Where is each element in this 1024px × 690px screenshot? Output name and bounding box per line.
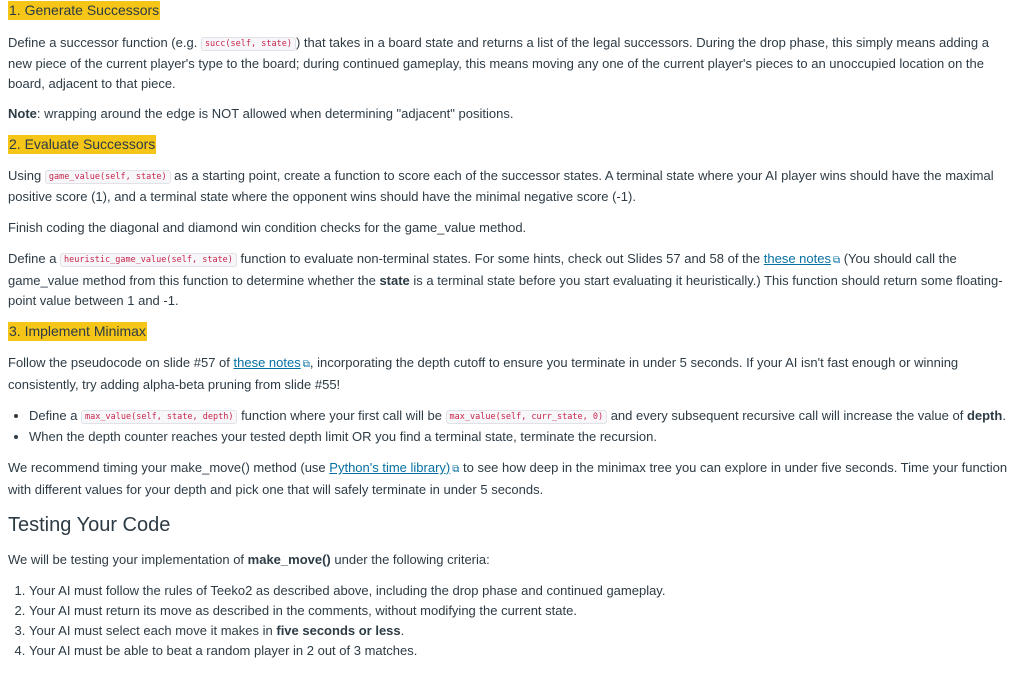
section-3-heading: 3. Implement Minimax — [9, 323, 146, 339]
section-1-note: Note: wrapping around the edge is NOT allowed when determining "adjacent" positions. — [8, 106, 514, 121]
external-link-icon: ⧉ — [452, 464, 460, 475]
external-link-icon: ⧉ — [302, 359, 310, 370]
list-item: 4. Your AI must be able to beat a random player in 2 out of 3 matches. — [29, 641, 1016, 661]
section-1-paragraph: Define a successor function (e.g. succ(self, state) ) that takes in a board state and returns a list of the legal successors. During the drop phase, this simply means adding a new piece of the current player's type to the board; during continued gameplay, this means moving any one of the current player's pieces to an unoccupied location on the board, adjacent to that piece. — [8, 35, 989, 91]
assignment-content — [0, 1, 1024, 661]
testing-criteria-list — [8, 581, 1016, 661]
testing-heading: Testing Your Code — [8, 514, 171, 536]
testing-intro: We will be testing your implementation of make_move() under the following criteria: — [8, 552, 490, 567]
list-item: 1. Your AI must follow the rules of Teeko2 as described above, including the drop phase and continued gameplay. — [29, 581, 1016, 601]
note-label: Note — [8, 106, 37, 121]
game-value-code: game_value(self, state) — [45, 170, 171, 184]
list-item: 3. Your AI must select each move it makes in five seconds or less. — [29, 621, 1016, 641]
list-item: • Define a max_value(self, state, depth) function where your first call will be max_value(self, curr_state, 0) and every subsequent recursive call will increase the value of depth. — [29, 406, 1016, 427]
these-notes-link-2[interactable]: these notes — [233, 355, 301, 370]
heuristic-code: heuristic_game_value(self, state) — [60, 253, 237, 267]
section-2-paragraph-1: Using game_value(self, state) as a starting point, create a function to score each of the successor states. A terminal state where your AI player wins should have the maximal positive score (1), and a terminal state where the opponent wins should have the minimal negative score (-1). — [8, 168, 994, 204]
minimax-bullets — [8, 406, 1016, 447]
list-item: 2. Your AI must return its move as described in the comments, without modifying the current state. — [29, 601, 1016, 621]
section-2-paragraph-2: Finish coding the diagonal and diamond win condition checks for the game_value method. — [8, 220, 527, 235]
section-3-paragraph-2: We recommend timing your make_move() method (use Python's time library) ⧉ to see how deep in the minimax tree you can explore in under five seconds. Time your function with different values for your depth and pick one that will safely terminate in under 5 seconds. — [8, 460, 1008, 497]
section-2-heading: 2. Evaluate Successors — [9, 136, 156, 152]
max-value-call-code: max_value(self, curr_state, 0) — [446, 410, 608, 424]
these-notes-link-1[interactable]: these notes — [763, 251, 831, 266]
section-1-heading-row — [8, 1, 1016, 21]
section-1-heading: 1. Generate Successors — [9, 2, 160, 18]
succ-code: succ(self, state) — [201, 37, 296, 51]
external-link-icon: ⧉ — [832, 255, 841, 266]
section-3-paragraph-1: Follow the pseudocode on slide #57 of these notes ⧉, incorporating the depth cutoff to ensure you terminate in under 5 seconds. If your AI isn't fast enough or winning consistently, try adding alpha-beta pruning from slide #55! — [8, 355, 959, 392]
max-value-code: max_value(self, state, depth) — [81, 410, 237, 424]
python-time-library-link[interactable]: Python's time library) — [329, 460, 451, 475]
section-2-heading-row — [8, 135, 1016, 155]
section-3-heading-row — [8, 322, 1016, 342]
section-2-paragraph-3: Define a heuristic_game_value(self, state) function to evaluate non-terminal states. For some hints, check out Slides 57 and 58 of the these notes ⧉ (You should call the game_value method from this function to determine whether the state is a terminal state before you start evaluating it heuristically.) This function should return some floating-point value between 1 and -1. — [8, 251, 1003, 308]
list-item: • When the depth counter reaches your tested depth limit OR you find a terminal state, terminate the recursion. — [29, 427, 1016, 447]
